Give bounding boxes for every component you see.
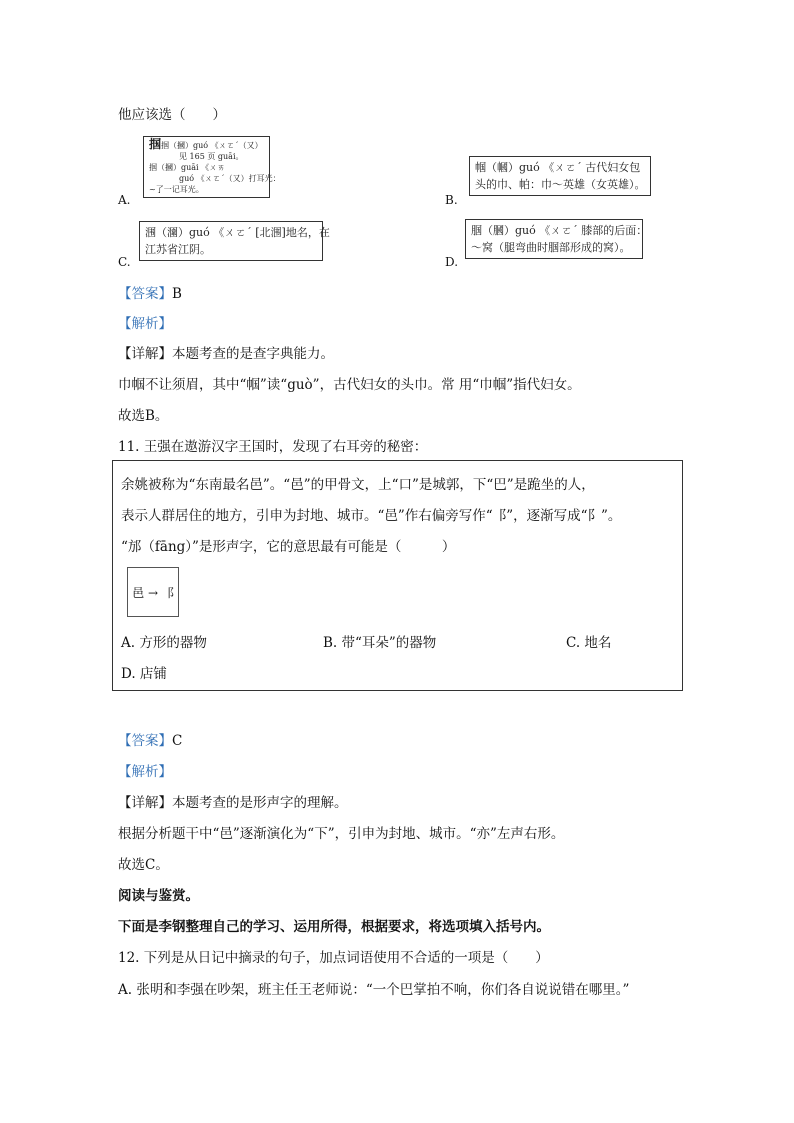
- q10-detail: [118, 342, 334, 362]
- option-b: B. 带“耳朵”的器物: [323, 635, 437, 651]
- detail-text: 本题考查的是形声字的理解。: [172, 795, 348, 811]
- detail-text: 本题考查的是查字典能力。: [172, 346, 334, 362]
- detail-tag: 【详解】: [118, 346, 172, 362]
- box-line: 表示人群居住的地方，引申为封地、城市。“邑”作右偏旁写作“⻏”，逐渐写成“阝”。: [121, 508, 622, 524]
- option-a-dictionary-image: 掴掴（摑）guó 《ㄨㄛˊ（又） 见 165 页 guāi。 掴（摑）guāi 《ㄨㄞ guó 《ㄨㄛˊ（又）打耳光： ~了一记耳光。: [143, 136, 270, 198]
- dict-line: ~了一记耳光。: [149, 185, 204, 194]
- dict-line: guó 《ㄨㄛˊ（又）打耳光：: [179, 174, 281, 183]
- box-line: 余姚被称为“东南最名邑”。“邑”的甲骨文，上“口”是城郭，下“巴”是跪坐的人，: [121, 477, 595, 493]
- q11-detail: [118, 791, 348, 811]
- q12-title: 12. 下列是从日记中摘录的句子，加点词语使用不合适的一项是（ ）: [118, 950, 549, 966]
- answer-tag: 【答案】: [118, 286, 172, 302]
- option-c-label: C.: [118, 255, 131, 269]
- oracle-bone-evolution-image: 邑 → ⻏: [127, 567, 179, 617]
- dict-line: 帼（幗）guó 《ㄨㄛˊ 古代妇女包: [475, 161, 641, 174]
- dict-line: ～窝（腿弯曲时腘部形成的窝）。: [471, 241, 631, 254]
- q11-explanation: 根据分析题干中“邑”逐渐演化为“下”，引申为封地、城市。“亦”左声右形。: [118, 826, 565, 842]
- q11-answer: [118, 729, 182, 749]
- q10-conclusion: 故选B。: [118, 408, 169, 424]
- section-title: 阅读与鉴赏。: [118, 888, 199, 904]
- dict-line: 涠（潿）guó 《ㄨㄛˊ [北涠]地名，在: [145, 226, 330, 239]
- q10-explanation: 巾帼不让须眉，其中“帼”读“guò”，古代妇女的头巾。常 用“巾帼”指代妇女。: [118, 377, 581, 393]
- option-b-dictionary-image: [469, 156, 651, 196]
- dict-line: 掴（摑）guāi 《ㄨㄞ: [149, 163, 226, 172]
- q11-title: 11. 王强在遨游汉字王国时，发现了右耳旁的秘密：: [118, 439, 428, 455]
- option-d: D. 店铺: [121, 666, 167, 682]
- option-a: A. 方形的器物: [121, 635, 207, 651]
- option-d-dictionary-image: [465, 219, 648, 259]
- q11-question-box: [112, 460, 683, 691]
- detail-tag: 【详解】: [118, 795, 172, 811]
- q11-conclusion: 故选C。: [118, 857, 169, 873]
- option-c-dictionary-image: [139, 221, 330, 261]
- dict-line: 掴（摑）guó 《ㄨㄛˊ（又）: [161, 141, 263, 150]
- q10-prompt: 他应该选（ ）: [118, 107, 226, 123]
- dict-line: 腘（膕）guó 《ㄨㄛˊ 膝部的后面：: [471, 224, 648, 237]
- dict-line: 江苏省江阴。: [145, 243, 211, 256]
- dict-line: 头的巾、帕：巾～英雄（女英雄）。: [475, 178, 646, 191]
- dict-line: 见 165 页 guāi。: [179, 152, 244, 161]
- answer-value: C: [172, 733, 183, 749]
- option-c: C. 地名: [566, 635, 612, 651]
- section-instruction: 下面是李钢整理自己的学习、运用所得，根据要求，将选项填入括号内。: [118, 919, 550, 935]
- option-a-label: A.: [118, 193, 131, 207]
- answer-tag: 【答案】: [118, 733, 172, 749]
- option-d-label: D.: [445, 255, 459, 269]
- answer-value: B: [172, 286, 182, 302]
- q12-option-a: A. 张明和李强在吵架，班主任王老师说：“一个巴掌拍不响，你们各自说说错在哪里。”: [118, 982, 630, 998]
- q10-analysis-tag: 【解析】: [118, 316, 172, 332]
- option-b-label: B.: [445, 193, 458, 207]
- q10-answer: [118, 282, 182, 302]
- q11-analysis-tag: 【解析】: [118, 764, 172, 780]
- box-line: “邡（fāng）”是形声字，它的意思最有可能是（ ）: [121, 539, 456, 555]
